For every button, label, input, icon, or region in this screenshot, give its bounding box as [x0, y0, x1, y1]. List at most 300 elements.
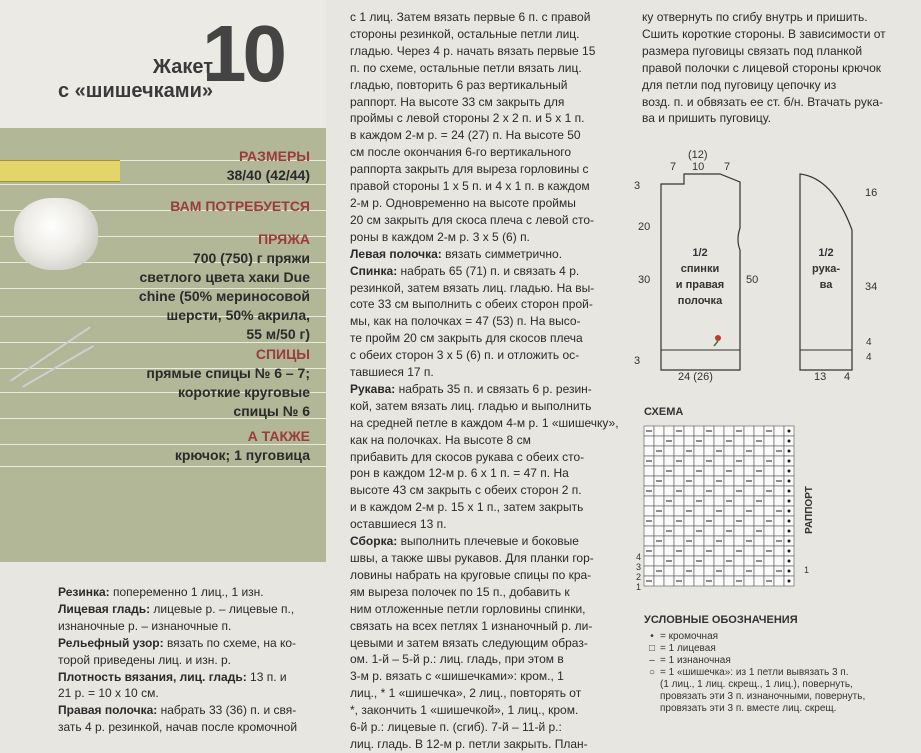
chart-cell	[744, 486, 754, 496]
edge-stitch-mark	[788, 500, 791, 503]
chart-cell	[684, 526, 694, 536]
chart-cell	[734, 566, 744, 576]
chart-cell	[644, 526, 654, 536]
chart-cell	[684, 556, 694, 566]
legend-title: УСЛОВНЫЕ ОБОЗНАЧЕНИЯ	[644, 614, 798, 626]
measure-label: 3	[634, 180, 641, 192]
chart-cell	[654, 486, 664, 496]
measure-label: 7	[670, 161, 677, 173]
chart-cell	[654, 466, 664, 476]
chart-cell	[694, 546, 704, 556]
chart-cell	[664, 566, 674, 576]
yarn-line: chine (50% мериносовой	[138, 288, 310, 304]
edge-stitch-mark	[788, 490, 791, 493]
text-line: ва и пришить пуговицу.	[642, 111, 771, 126]
chart-cell	[674, 566, 684, 576]
chart-cell	[764, 436, 774, 446]
right-text-column	[642, 9, 917, 127]
text-line: ним отложенные петли горловины спинки,	[350, 601, 586, 616]
chart-cell	[674, 496, 684, 506]
legend-symbol: □	[648, 643, 656, 654]
measure-label: 4	[866, 337, 872, 348]
chart-cell	[684, 516, 694, 526]
chart-cell	[694, 536, 704, 546]
chart-cell	[744, 456, 754, 466]
text-line: лиц., * 1 «шишечка», 2 лиц., повторять от	[350, 686, 582, 701]
chart-cell	[694, 456, 704, 466]
text-line: раппорт. На высоте 33 см закрыть для	[350, 94, 565, 109]
row-label: 1	[636, 582, 642, 590]
text-line: Резинка: попеременно 1 лиц., 1 изн.	[58, 585, 264, 599]
chart-cell	[704, 466, 714, 476]
text-line: п. по схеме, остальные петли вязать лиц.	[350, 60, 582, 75]
materials-sidebar	[0, 0, 326, 562]
chart-cell	[654, 556, 664, 566]
text-line: *, закончить 1 «шишечкой», 1 лиц., кром.	[350, 703, 579, 718]
chart-cell	[754, 456, 764, 466]
text-line: оставшиеся 13 п.	[350, 517, 447, 532]
chart-cell	[664, 456, 674, 466]
text-line: на средней петле в каждом 4-м р. 1 «шишечку»,	[350, 415, 619, 430]
chart-cell	[694, 476, 704, 486]
text-line: 2-м р. Одновременно на высоте проймы	[350, 195, 576, 210]
chart-cell	[774, 436, 784, 446]
chart-cell	[724, 456, 734, 466]
chart-cell	[714, 426, 724, 436]
chart-cell	[744, 436, 754, 446]
text-line: ом. 1-й – 5-й р.: лиц. гладь, при этом в	[350, 652, 564, 667]
edge-stitch-mark	[788, 480, 791, 483]
yarn-line: 700 (750) г пряжи	[192, 250, 310, 266]
text-line: Правая полочка: набрать 33 (36) п. и свя-	[58, 703, 297, 718]
text-line: 20 см закрыть для скоса плеча с левой сто-	[350, 212, 595, 227]
chart-cell	[774, 426, 784, 436]
rapport-label: РАППОРТ	[804, 486, 815, 534]
needed-heading: ВАМ ПОТРЕБУЕТСЯ	[170, 198, 310, 214]
text-line: как на полочках. На высоте 8 см	[350, 432, 531, 447]
chart-cell	[774, 466, 784, 476]
chart-cell	[774, 456, 784, 466]
chart-cell	[674, 506, 684, 516]
edge-stitch-mark	[788, 450, 791, 453]
text-line: резинкой, затем вязать лиц. гладью. На вы-	[350, 280, 595, 295]
chart-cell	[684, 436, 694, 446]
chart-cell	[734, 536, 744, 546]
needles-heading: СПИЦЫ	[255, 346, 310, 362]
text-line: правой полочки с лицевой стороны крючок	[642, 60, 881, 75]
text-line: прибавить для скосов рукава с обеих сто-	[350, 449, 585, 464]
chart-cell	[724, 566, 734, 576]
text-line: гладью, повторить 6 раз вертикальный	[350, 77, 568, 92]
text-line: в каждом 2-м р. = 24 (27) п. На высоте 50	[350, 128, 581, 143]
rose-stem-icon	[714, 341, 718, 346]
text-line: Спинка: набрать 65 (71) п. и связать 4 р.	[350, 263, 580, 278]
chart-cell	[754, 566, 764, 576]
chart-cell	[694, 576, 704, 586]
text-line: см после окончания 6-го вертикального	[350, 145, 572, 160]
chart-cell	[734, 466, 744, 476]
stitch-chart	[630, 420, 830, 590]
text-line: гладью. Через 4 р. начать вязать первые 15	[350, 43, 596, 58]
chart-cell	[744, 526, 754, 536]
chart-cell	[724, 446, 734, 456]
text-line: 21 р. = 10 х 10 см.	[58, 686, 159, 701]
chart-cell	[744, 496, 754, 506]
measure-label: 3	[634, 355, 641, 367]
chart-cell	[754, 536, 764, 546]
text-line: Рукава: набрать 35 п. и связать 6 р. резин-	[350, 381, 592, 396]
chart-cell	[674, 436, 684, 446]
chart-cell	[724, 476, 734, 486]
chart-cell	[674, 466, 684, 476]
chart-cell	[704, 496, 714, 506]
text-line: рон в каждом 12-м р. 6 х 1 п. = 47 п. На	[350, 466, 569, 481]
chart-cell	[764, 556, 774, 566]
chart-cell	[714, 486, 724, 496]
measure-label: 16	[865, 187, 878, 199]
text-line: изнаночные р. – изнаночные п.	[58, 618, 232, 633]
chart-cell	[754, 476, 764, 486]
chart-cell	[664, 476, 674, 486]
edge-stitch-mark	[788, 560, 791, 563]
measure-label: 4	[844, 371, 851, 383]
chart-cell	[754, 546, 764, 556]
measure-label: 34	[865, 281, 878, 293]
text-line: и в каждом 2-м р. 15 х 1 п., затем закрыть	[350, 500, 584, 515]
chart-cell	[674, 476, 684, 486]
legend-symbol: •	[650, 631, 654, 642]
edge-stitch-mark	[788, 440, 791, 443]
text-line: с 1 лиц. Затем вязать первые 6 п. с правой	[350, 10, 591, 24]
chart-cell	[644, 476, 654, 486]
chart-cell	[774, 516, 784, 526]
chart-cell	[764, 506, 774, 516]
chart-cell	[644, 436, 654, 446]
text-line: раппорта закрыть для выреза горловины с	[350, 162, 589, 177]
chart-cell	[724, 486, 734, 496]
chart-cell	[774, 486, 784, 496]
text-line: стороны резинкой, остальные петли лиц.	[350, 26, 580, 41]
text-line: зать 4 р. резинкой, начав после кромочной	[58, 720, 298, 735]
yarn-line: светлого цвета хаки Due	[139, 269, 310, 285]
text-line: Плотность вязания, лиц. гладь: 13 п. и	[58, 669, 287, 684]
text-line: проймы с левой стороны 2 х 2 п. и 5 х 1 п.	[350, 111, 585, 126]
chart-cell	[744, 546, 754, 556]
chart-cell	[654, 426, 664, 436]
chart-cell	[644, 566, 654, 576]
chart-cell	[774, 496, 784, 506]
sizes-heading: РАЗМЕРЫ	[238, 148, 310, 164]
chart-cell	[764, 496, 774, 506]
row-label: 3	[636, 562, 642, 572]
chart-cell	[744, 516, 754, 526]
chart-cell	[644, 506, 654, 516]
measure-label: 7	[724, 161, 731, 173]
text-line: правой стороны 1 х 5 п. и 4 х 1 п. в каждом	[350, 179, 590, 194]
chart-cell	[764, 566, 774, 576]
edge-stitch-mark	[788, 520, 791, 523]
chart-cell	[704, 526, 714, 536]
chart-cell	[644, 536, 654, 546]
chart-cell	[724, 546, 734, 556]
text-line: ловины набрать на круговые спицы по кра-	[350, 567, 592, 582]
text-line: ям выреза полочек по 15 п., добавить к	[350, 584, 570, 599]
text-line: те пройм 20 см закрыть для скосов плеча	[350, 331, 583, 346]
measure-label: 30	[638, 274, 651, 286]
chart-cell	[694, 446, 704, 456]
legend-item: ○ = 1 «шишечка»: из 1 петли вывязать 3 п.	[644, 667, 914, 679]
chart-cell	[734, 496, 744, 506]
piece-label: ва	[819, 279, 833, 291]
piece-label: рука-	[812, 263, 840, 275]
chart-cell	[714, 516, 724, 526]
row-label: 2	[636, 572, 642, 582]
chart-cell	[744, 576, 754, 586]
text-line: роны в каждом 2-м р. 3 х 5 (6) п.	[350, 229, 530, 244]
chart-cell	[704, 436, 714, 446]
project-number: 10	[202, 9, 283, 98]
chart-cell	[754, 426, 764, 436]
chart-cell	[654, 516, 664, 526]
edge-stitch-mark	[788, 540, 791, 543]
chart-cell	[724, 576, 734, 586]
measure-label: 50	[746, 274, 759, 286]
legend	[644, 631, 914, 715]
chart-cell	[704, 556, 714, 566]
edge-stitch-mark	[788, 510, 791, 513]
chart-cell	[654, 456, 664, 466]
measure-label: 13	[814, 371, 827, 383]
measure-label: 20	[638, 221, 651, 233]
measuring-tape-icon	[0, 160, 120, 182]
piece-label: полочка	[677, 295, 723, 307]
chart-cell	[644, 556, 654, 566]
piece-label: 1/2	[818, 247, 834, 259]
edge-stitch-mark	[788, 530, 791, 533]
legend-symbol: –	[649, 655, 655, 666]
chart-cell	[774, 526, 784, 536]
chart-cell	[714, 456, 724, 466]
schema-title: СХЕМА	[644, 406, 684, 418]
chart-cell	[674, 556, 684, 566]
text-line: с обеих сторон 3 х 5 (6) п. и отложить ос-	[350, 348, 580, 363]
chart-cell	[654, 526, 664, 536]
chart-cell	[684, 576, 694, 586]
chart-cell	[714, 546, 724, 556]
divider	[0, 444, 326, 445]
legend-item: • = кромочная	[644, 631, 914, 643]
chart-cell	[644, 496, 654, 506]
chart-cell	[704, 476, 714, 486]
measure-label: 10	[692, 161, 705, 173]
chart-cell	[774, 556, 784, 566]
yarn-ball-icon	[14, 198, 98, 270]
text-line: возд. п. и обвязать ее ст. б/н. Втачать рука-	[642, 94, 884, 109]
row-label: 4	[636, 552, 642, 562]
needles-line: короткие круговые	[178, 384, 310, 400]
chart-cell	[694, 516, 704, 526]
pattern-pieces-diagram	[628, 140, 918, 385]
chart-cell	[704, 506, 714, 516]
needles-line: прямые спицы № 6 – 7;	[146, 365, 310, 381]
chart-cell	[714, 526, 724, 536]
chart-cell	[714, 556, 724, 566]
chart-cell	[654, 546, 664, 556]
text-line: Сшить короткие стороны. В зависимости от	[642, 26, 886, 41]
chart-cell	[764, 526, 774, 536]
chart-cell	[734, 436, 744, 446]
text-line: швы, а также швы рукавов. Для планки гор-	[350, 551, 594, 565]
measure-label: 24 (26)	[678, 371, 713, 383]
chart-cell	[694, 426, 704, 436]
yarn-line: шерсти, 50% акрила,	[166, 307, 310, 323]
legend-item: □ = 1 лицевая	[644, 643, 914, 655]
chart-cell	[734, 476, 744, 486]
text-line: для петли под пуговицу цепочку из	[642, 77, 837, 92]
chart-cell	[664, 446, 674, 456]
chart-cell	[664, 536, 674, 546]
text-line: высоте 43 см закрыть с обеих сторон 2 п.	[350, 483, 582, 498]
chart-cell	[644, 466, 654, 476]
chart-cell	[764, 536, 774, 546]
chart-cell	[694, 486, 704, 496]
text-line: мы, как на полочках = 47 (53) п. На высо-	[350, 314, 581, 329]
chart-cell	[724, 536, 734, 546]
chart-cell	[764, 466, 774, 476]
text-line: кой, затем вязать лиц. гладью и выполнить	[350, 398, 592, 413]
chart-cell	[684, 546, 694, 556]
left-text-column	[58, 584, 328, 736]
chart-cell	[734, 506, 744, 516]
edge-stitch-mark	[788, 550, 791, 553]
piece-label: и правая	[675, 279, 725, 291]
text-line: 6-й р.: лицевые п. (сгиб). 7-й – 11-й р.:	[350, 720, 562, 735]
text-line: Сборка: выполнить плечевые и боковые	[350, 534, 579, 549]
chart-cell	[694, 506, 704, 516]
chart-cell	[774, 576, 784, 586]
chart-cell	[734, 526, 744, 536]
text-line: 3-м р. вязать с «шишечками»: кром., 1	[350, 669, 564, 684]
needles-description	[146, 364, 310, 421]
text-line: цевыми и затем вязать следующим образ-	[350, 635, 588, 650]
text-line: Левая полочка: вязать симметрично.	[350, 246, 563, 261]
chart-cell	[714, 436, 724, 446]
middle-text-column	[350, 9, 622, 753]
chart-cell	[654, 496, 664, 506]
edge-stitch-mark	[788, 460, 791, 463]
text-line: лиц. гладь. В 12-м р. петли закрыть. План-	[350, 736, 588, 751]
needles-line: спицы № 6	[233, 403, 310, 419]
chart-cell	[704, 536, 714, 546]
chart-cell	[724, 516, 734, 526]
chart-cell	[664, 506, 674, 516]
yarn-line: 55 м/50 г)	[246, 326, 310, 342]
measure-label: (12)	[688, 149, 708, 161]
legend-item: (1 лиц., 1 лиц. скрещ., 1 лиц.), повернуть,	[660, 679, 853, 690]
chart-cell	[684, 496, 694, 506]
sizes-value: 38/40 (42/44)	[226, 167, 310, 183]
chart-cell	[744, 556, 754, 566]
chart-cell	[754, 576, 764, 586]
text-line: торой приведены лиц. и изн. р.	[58, 652, 231, 667]
chart-cell	[684, 486, 694, 496]
chart-cell	[764, 446, 774, 456]
chart-cell	[744, 466, 754, 476]
chart-cell	[724, 426, 734, 436]
text-line: связать на всех петлях 1 изнаночный р. ли-	[350, 618, 593, 633]
title-line-1: Жакет	[152, 56, 213, 78]
text-line: ку отвернуть по сгибу внутрь и пришить.	[642, 10, 868, 24]
title-line-2: с «шишечками»	[57, 80, 213, 102]
chart-cell	[714, 496, 724, 506]
edge-stitch-mark	[788, 470, 791, 473]
legend-item: – = 1 изнаночная	[644, 655, 914, 667]
also-heading: А ТАКЖЕ	[247, 428, 310, 444]
chart-cell	[644, 446, 654, 456]
rose-icon	[715, 335, 721, 341]
chart-cell	[724, 506, 734, 516]
edge-stitch-mark	[788, 430, 791, 433]
legend-symbol: ○	[648, 667, 656, 678]
legend-item: провязать эти 3 п. изнаночными, повернуть,	[660, 691, 866, 702]
text-line: размера пуговицы связать под планкой	[642, 43, 863, 58]
chart-cell	[734, 556, 744, 566]
measure-label: 4	[866, 352, 872, 363]
chart-cell	[664, 576, 674, 586]
piece-label: спинки	[680, 263, 720, 275]
chart-cell	[674, 536, 684, 546]
chart-cell	[684, 456, 694, 466]
yarn-description	[139, 249, 310, 344]
chart-cell	[654, 436, 664, 446]
chart-cell	[754, 516, 764, 526]
also-value: крючок; 1 пуговица	[174, 447, 310, 463]
chart-cell	[774, 546, 784, 556]
chart-cell	[754, 486, 764, 496]
divider	[0, 466, 326, 467]
chart-cell	[714, 466, 724, 476]
text-line: соте 33 см выполнить с обеих сторон прой-	[350, 297, 593, 312]
chart-cell	[684, 466, 694, 476]
chart-cell	[664, 546, 674, 556]
chart-cell	[714, 576, 724, 586]
text-line: Рельефный узор: вязать по схеме, на ко-	[58, 635, 297, 650]
chart-cell	[684, 426, 694, 436]
edge-stitch-mark	[788, 580, 791, 583]
yarn-heading: ПРЯЖА	[258, 231, 310, 247]
legend-item: провязать эти 3 п. вместе лиц. скрещ.	[660, 703, 837, 714]
chart-cell	[654, 576, 664, 586]
chart-cell	[754, 446, 764, 456]
chart-cell	[674, 526, 684, 536]
edge-stitch-mark	[788, 570, 791, 573]
chart-cell	[704, 446, 714, 456]
chart-cell	[674, 446, 684, 456]
chart-cell	[664, 426, 674, 436]
chart-cell	[744, 426, 754, 436]
chart-cell	[704, 566, 714, 576]
chart-cell	[734, 446, 744, 456]
text-line: Лицевая гладь: лицевые р. – лицевые п.,	[58, 601, 295, 616]
chart-cell	[694, 566, 704, 576]
chart-cell	[664, 486, 674, 496]
piece-label: 1/2	[692, 247, 708, 259]
chart-cell	[754, 506, 764, 516]
title-block	[0, 0, 326, 128]
col-label: 1	[804, 565, 810, 575]
chart-cell	[764, 476, 774, 486]
chart-cell	[664, 516, 674, 526]
